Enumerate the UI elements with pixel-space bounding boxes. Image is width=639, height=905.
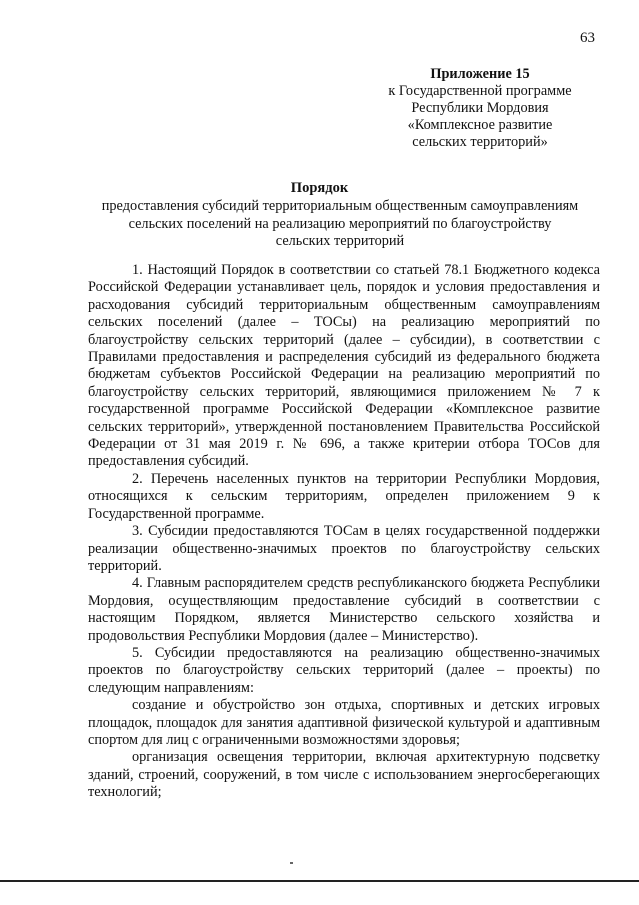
subtitle-line: сельских поселений на реализацию мероприятий по благоустройству xyxy=(128,215,552,232)
list-item-lighting: организация освещения территории, включая архитектурную подсветку зданий, строений, сооружений, в том числе с использованием энергосберегающих технологий; xyxy=(88,749,600,801)
subtitle-line: предоставления субсидий территориальным общественным самоуправлениям xyxy=(101,198,579,214)
subtitle-line: сельских территорий xyxy=(275,233,405,249)
appendix-line: «Комплексное развитие xyxy=(407,117,553,133)
paragraph-4: 4. Главным распорядителем средств республиканского бюджета Республики Мордовия, осуществляющим предоставление субсидий в соответствии с настоящим Порядком, является Министерство сельского хозяйства и продовольствия Республики Мордовия (далее – Министерство). xyxy=(88,575,600,644)
appendix-line: к Государственной программе xyxy=(388,83,572,99)
document-title: Порядок xyxy=(290,180,349,196)
appendix-header xyxy=(360,66,600,151)
appendix-line: сельских территорий» xyxy=(412,134,548,150)
appendix-title: Приложение 15 xyxy=(430,66,530,82)
list-item-recreation-zones: создание и обустройство зон отдыха, спортивных и детских игровых площадок, площадок для занятия адаптивной физической культурой и адаптивным спортом для лиц с ограниченными возможностями здоровья; xyxy=(88,697,600,748)
document-subtitle xyxy=(80,198,600,251)
paragraph-5: 5. Субсидии предоставляются на реализацию общественно-значимых проектов по благоустройству сельских территорий (далее – проекты) по следующим направлениям: xyxy=(88,644,600,696)
paragraph-2: 2. Перечень населенных пунктов на территории Республики Мордовия, относящихся к сельским территориям, определен приложением 9 к Государственной программе. xyxy=(88,470,600,522)
appendix-line: Республики Мордовия xyxy=(411,100,549,116)
paragraph-3: 3. Субсидии предоставляются ТОСам в целях государственной поддержки реализации общественно-значимых проектов по благоустройству сельских территорий. xyxy=(88,523,600,574)
scan-mark xyxy=(290,862,293,864)
paragraph-1: 1. Настоящий Порядок в соответствии со статьей 78.1 Бюджетного кодекса Российской Федерации устанавливает цель, порядок и условия предоставления и расходования субсидий территориальным общественным самоуправлениям сельских поселений (далее – ТОСы) на реализацию мероприятий по благоустройству сельских территорий (далее – субсидии), в соответствии с Правилами предоставления и распределения субсидий из федерального бюджета бюджетам субъектов Российской Федерации на реализацию мероприятий по благоустройству сельских территорий, являющимися приложением № 7 к государственной программе Российской Федерации «Комплексное развитие сельских территорий», утвержденной постановлением Правительства Российской Федерации от 31 мая 2019 г. № 696, а также критерии отбора ТОСов для предоставления субсидий. xyxy=(88,262,600,470)
page-number: 63 xyxy=(580,30,595,46)
document-body xyxy=(88,262,600,802)
scan-edge-line xyxy=(0,880,639,882)
